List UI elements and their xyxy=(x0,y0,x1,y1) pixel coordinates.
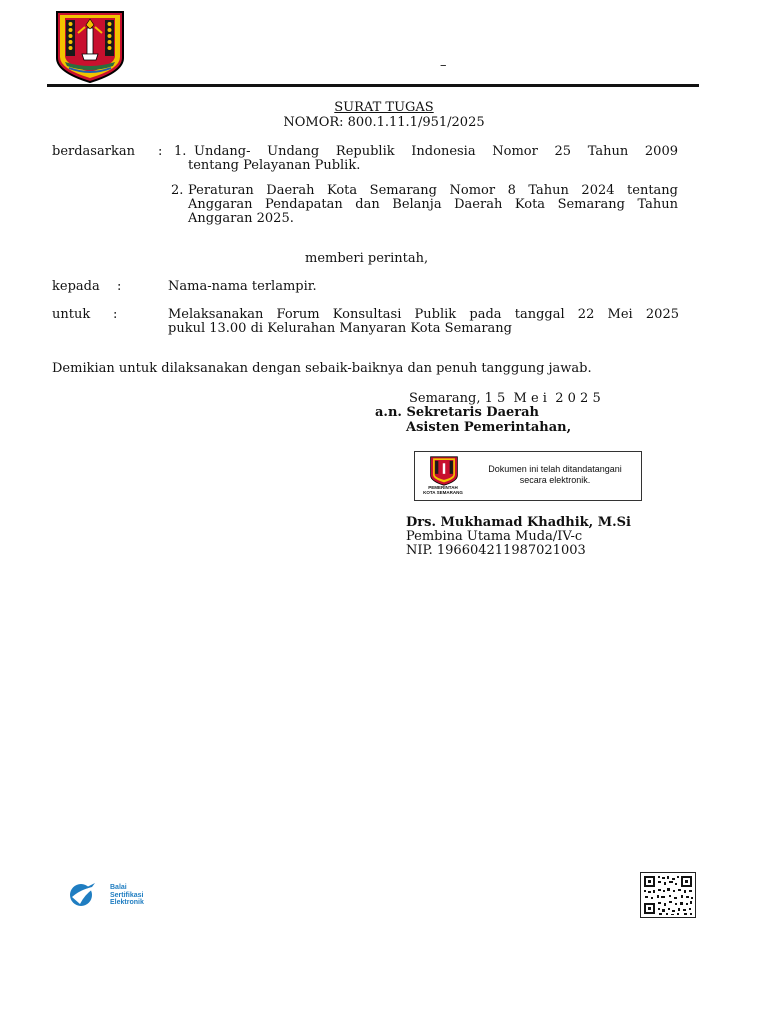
bsre-line-2: Sertifikasi xyxy=(110,891,144,899)
basis-item-2-line-1: Peraturan Daerah Kota Semarang Nomor 8 Tahun 2024 tentang xyxy=(188,183,678,198)
basis-item-2-line-2: Anggaran Pendapatan dan Belanja Daerah Kota Semarang Tahun xyxy=(188,197,678,212)
signer-rank: Pembina Utama Muda/IV-c xyxy=(406,529,583,544)
basis-item-2-number: 2. xyxy=(171,183,184,198)
bsre-line-1: Balai xyxy=(110,884,127,891)
esign-text: Dokumen ini telah ditandatangani secara elektronik. xyxy=(488,464,622,485)
closing-text: Demikian untuk dilaksanakan dengan sebaik-baiknya dan penuh tanggung jawab. xyxy=(52,361,592,376)
header-divider xyxy=(47,84,699,87)
on-behalf: a.n. Sekretaris Daerah xyxy=(375,405,539,420)
semarang-city-crest-icon xyxy=(55,10,125,84)
bsre-logo-icon xyxy=(68,880,108,910)
qr-code-icon xyxy=(640,872,696,918)
order-text: memberi perintah, xyxy=(305,251,429,266)
basis-label: berdasarkan xyxy=(52,144,135,159)
basis-item-2-line-3: Anggaran 2025. xyxy=(188,211,294,226)
to-colon: : xyxy=(117,279,122,294)
basis-item-1-number: 1. xyxy=(174,144,187,159)
purpose-line-2: pukul 13.00 di Kelurahan Manyaran Kota Semarang xyxy=(168,321,513,336)
place-date: Semarang, 1 5 M e i 2 0 2 5 xyxy=(409,391,601,406)
document-title: SURAT TUGAS xyxy=(334,100,434,115)
to-label: kepada xyxy=(52,279,100,294)
purpose-label: untuk xyxy=(52,307,91,322)
basis-item-1-line-1: Undang- Undang Republik Indonesia Nomor 25 Tahun 2009 xyxy=(194,144,678,159)
semarang-city-crest-icon xyxy=(429,456,459,486)
signer-nip: NIP. 196604211987021003 xyxy=(406,543,586,558)
electronic-signature-stamp xyxy=(414,451,642,501)
purpose-colon: : xyxy=(113,307,118,322)
document-number: NOMOR: 800.1.11.1/951/2025 xyxy=(283,115,485,130)
basis-item-1-line-2: tentang Pelayanan Publik. xyxy=(188,158,361,173)
bsre-logo xyxy=(68,880,168,910)
signer-name: Drs. Mukhamad Khadhik, M.Si xyxy=(406,515,631,530)
bsre-line-3: Elektronik xyxy=(110,899,144,906)
header-dash: – xyxy=(440,58,447,73)
basis-colon: : xyxy=(158,144,163,159)
to-value: Nama-nama terlampir. xyxy=(168,279,317,294)
purpose-line-1: Melaksanakan Forum Konsultasi Publik pada tanggal 22 Mei 2025 xyxy=(168,307,679,322)
signer-position: Asisten Pemerintahan, xyxy=(406,420,572,435)
esign-caption: PEMERINTAH KOTA SEMARANG xyxy=(423,485,463,495)
